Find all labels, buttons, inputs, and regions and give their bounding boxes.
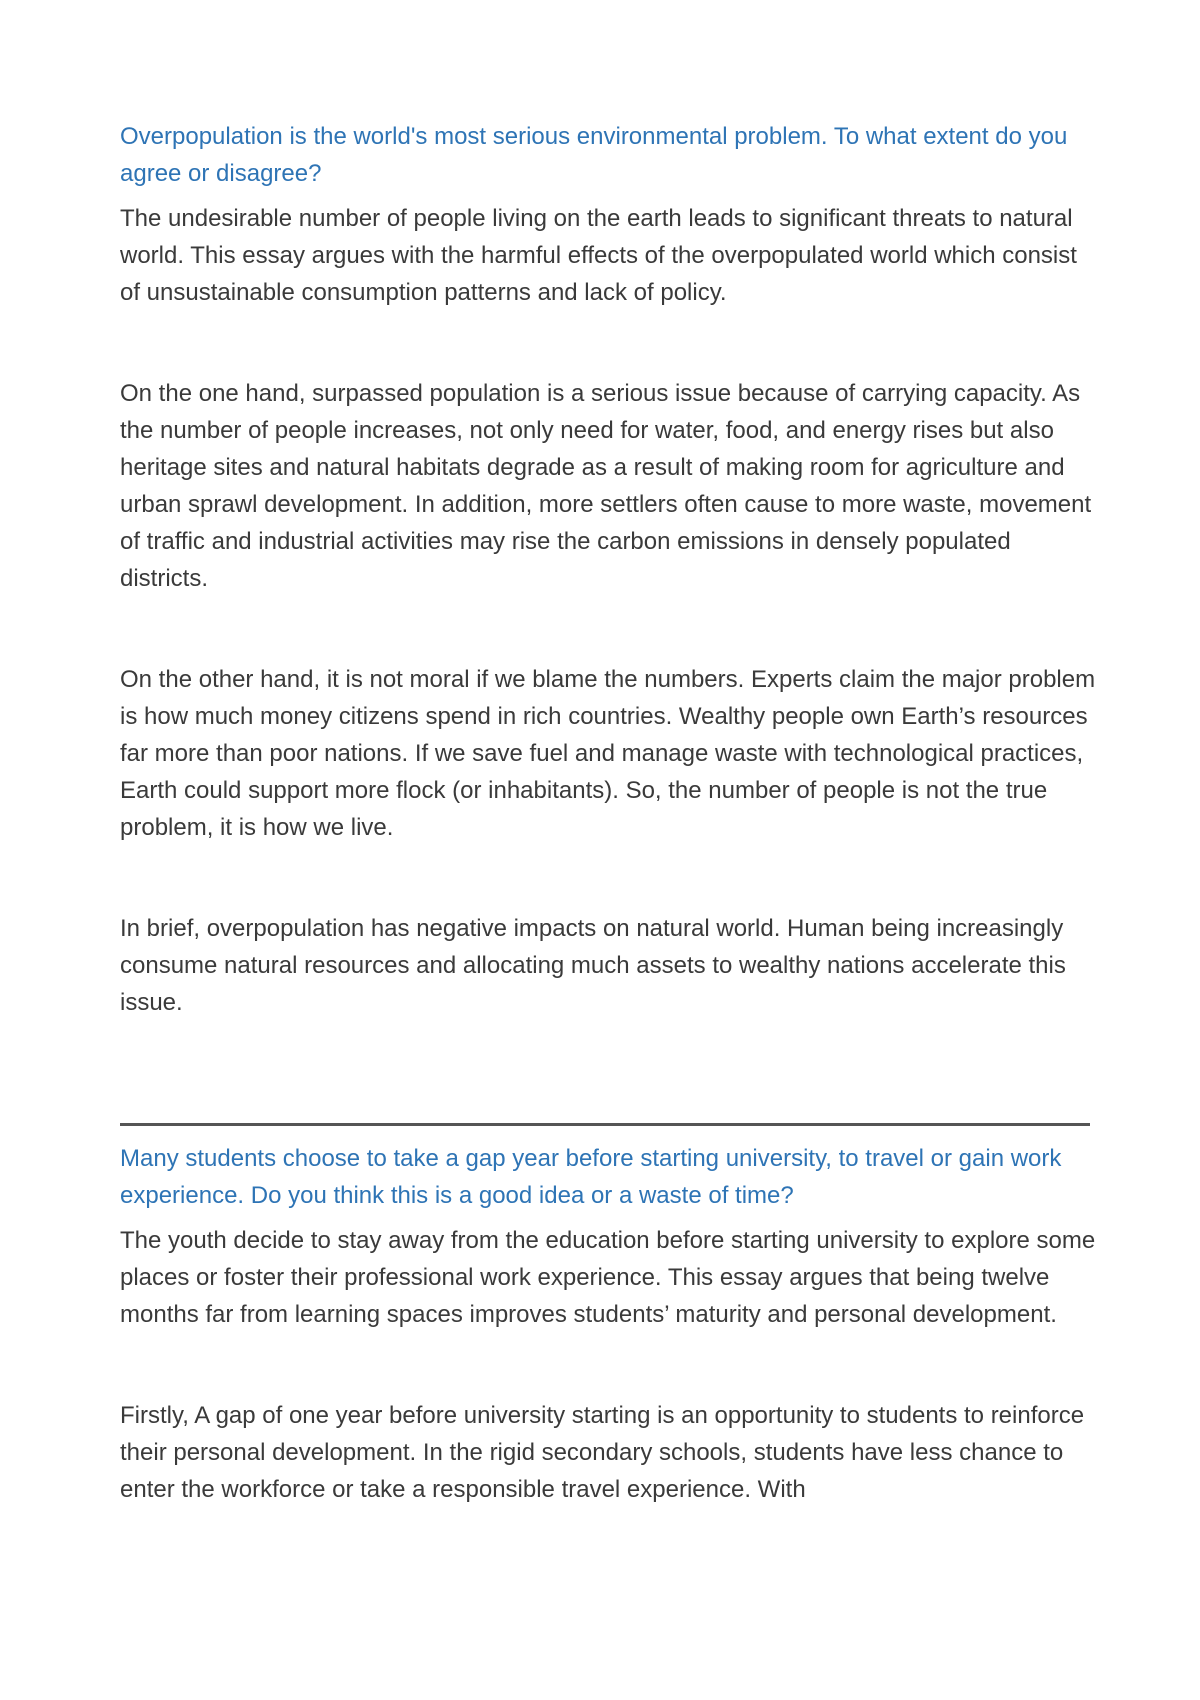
essay-1-question: Overpopulation is the world's most serious environmental problem. To what extent do you agree or disagree? (120, 123, 1068, 187)
essay-1-paragraph-3: On the other hand, it is not moral if we blame the numbers. Experts claim the major problem is how much money citizens spend in rich countries. Wealthy people own Earth’s resources far more than poor nations. If we save fuel and manage waste with technological practices, Earth could support more flock (or inhabitants). So, the number of people is not the true problem, it is how we live. (120, 666, 1096, 841)
essay-1-paragraph-1: The undesirable number of people living on the earth leads to significant threats to natural world. This essay argues with the harmful effects of the overpopulated world which consist of unsustainable consumption patterns and lack of policy. (120, 205, 1077, 306)
essay-2-question: Many students choose to take a gap year before starting university, to travel or gain work experience. Do you think this is a good idea or a waste of time? (120, 1145, 1062, 1209)
document-page (120, 118, 1100, 1508)
essay-2-paragraph-2: Firstly, A gap of one year before university starting is an opportunity to students to reinforce their personal development. In the rigid secondary schools, students have less chance to enter the workforce or take a responsible travel experience. With (120, 1402, 1085, 1503)
section-divider (120, 1123, 1090, 1126)
essay-2-paragraph-1: The youth decide to stay away from the education before starting university to explore some places or foster their professional work experience. This essay argues that being twelve months far from learning spaces improves students’ maturity and personal development. (120, 1227, 1096, 1328)
essay-2 (120, 1140, 1100, 1508)
essay-1-paragraph-2: On the one hand, surpassed population is a serious issue because of carrying capacity. As the number of people increases, not only need for water, food, and energy rises but also heritage sites and natural habitats degrade as a result of making room for agriculture and urban sprawl development. In addition, more settlers often cause to more waste, movement of traffic and industrial activities may rise the carbon emissions in densely populated districts. (120, 380, 1092, 592)
essay-1-paragraph-4: In brief, overpopulation has negative impacts on natural world. Human being increasingly consume natural resources and allocating much assets to wealthy nations accelerate this issue. (120, 915, 1066, 1016)
essay-1 (120, 118, 1100, 1021)
